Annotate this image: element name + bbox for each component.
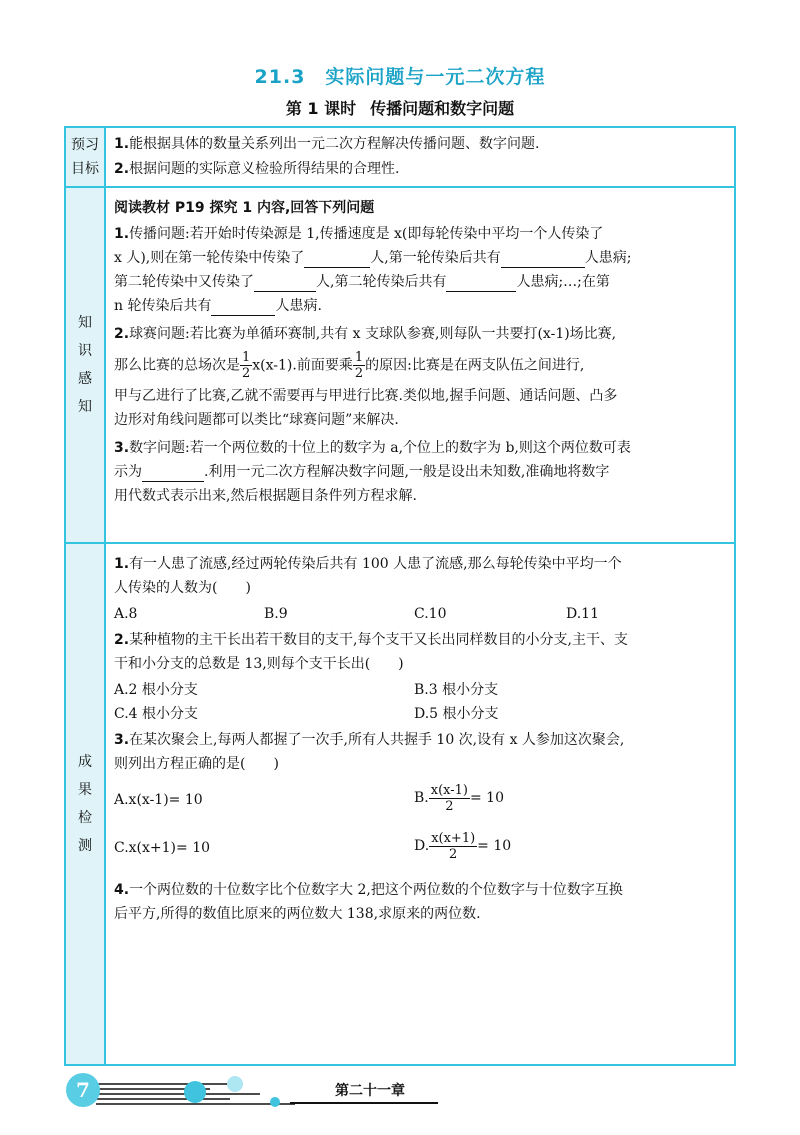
knowledge-line: 3.数字问题:若一个两位数的十位上的数字为 a,个位上的数字为 b,则这个两位数可表 — [114, 440, 631, 456]
answer-blank[interactable] — [304, 251, 370, 268]
knowledge-line: n 轮传染后共有 人患病. — [114, 298, 322, 314]
fraction: $\frac{1}{2}$ — [354, 350, 364, 381]
answer-blank[interactable] — [501, 251, 585, 268]
question-2-cont: 干和小分支的总数是 13,则每个支干长出( ) — [114, 656, 404, 672]
knowledge-line: 边形对角线问题都可以类比“球赛问题”来解决. — [114, 412, 399, 428]
option-c[interactable]: C.10 — [414, 606, 447, 622]
knowledge-line: 示为 .利用一元二次方程解决数字问题,一般是设出未知数,准确地将数字 — [114, 464, 610, 480]
goals-label-bottom: 目标 — [71, 161, 99, 177]
option-a[interactable]: A.2 根小分支 — [114, 682, 198, 698]
answer-blank[interactable] — [142, 465, 204, 482]
knowledge-content — [106, 188, 734, 542]
check-row — [66, 544, 734, 1064]
goals-label — [66, 128, 106, 186]
option-d[interactable]: D.5 根小分支 — [414, 706, 499, 722]
option-b[interactable]: B. $\frac{x(x-1)}{2}$ = 10 — [414, 782, 504, 814]
goals-content — [106, 128, 734, 186]
question-3-cont: 则列出方程正确的是( ) — [114, 756, 279, 772]
knowledge-line: 那么比赛的总场次是 $\frac{1}{2}$ x(x-1).前面要乘 $\frac{1}{2}$ 的原因:比赛是在两支队伍之间进行, — [114, 350, 585, 381]
knowledge-line: 第二轮传染中又传染了 人,第二轮传染后共有 人患病;…;在第 — [114, 274, 610, 290]
page-number: 7 — [66, 1073, 100, 1107]
goal-item: 2.根据问题的实际意义检验所得结果的合理性. — [114, 161, 400, 177]
fraction: $\frac{1}{2}$ — [242, 350, 251, 381]
knowledge-line: 甲与乙进行了比赛,乙就不需要再与甲进行比赛.类似地,握手问题、通话问题、凸多 — [114, 388, 618, 404]
lesson-subtitle — [0, 96, 800, 119]
goals-row — [66, 128, 734, 188]
fraction: $\frac{x(x-1)}{2}$ — [430, 782, 468, 814]
knowledge-line: 2.球赛问题:若比赛为单循环赛制,共有 x 支球队参赛,则每队一共要打(x-1)场比赛, — [114, 326, 617, 342]
question-1-cont: 人传染的人数为( ) — [114, 580, 251, 596]
knowledge-line: x 人),则在第一轮传染中传染了 人,第一轮传染后共有 人患病; — [114, 250, 632, 266]
knowledge-label: 知 识 感 知 — [66, 188, 106, 542]
question-3: 3.在某次聚会上,每两人都握了一次手,所有人共握手 10 次,设有 x 人参加这次聚会, — [114, 732, 625, 748]
fraction: $\frac{x(x+1)}{2}$ — [431, 830, 476, 862]
check-label: 成 果 检 测 — [66, 544, 106, 1064]
check-content — [106, 544, 734, 1064]
option-d[interactable]: D. $\frac{x(x+1)}{2}$ = 10 — [414, 830, 512, 862]
question-4-cont: 后平方,所得的数值比原来的两位数大 138,求原来的两位数. — [114, 906, 481, 922]
knowledge-row — [66, 188, 734, 544]
question-1: 1.有一人患了流感,经过两轮传染后共有 100 人患了流感,那么每轮传染中平均一个 — [114, 556, 622, 572]
option-c[interactable]: C.4 根小分支 — [114, 706, 199, 722]
option-a[interactable]: A.8 — [114, 606, 138, 622]
question-2: 2.某种植物的主干长出若干数目的支干,每个支干又长出同样数目的小分支,主干、支 — [114, 632, 628, 648]
option-b[interactable]: B.3 根小分支 — [414, 682, 499, 698]
option-a[interactable]: A.x(x-1)= 10 — [114, 792, 203, 808]
goals-label-top: 预习 — [71, 137, 99, 153]
goal-item: 1.能根据具体的数量关系列出一元二次方程解决传播问题、数字问题. — [114, 136, 540, 152]
option-b[interactable]: B.9 — [264, 606, 288, 622]
chapter-label: 第二十一章 — [335, 1083, 405, 1099]
footer-rule — [290, 1102, 438, 1104]
knowledge-heading: 阅读教材 P19 探究 1 内容,回答下列问题 — [114, 200, 375, 216]
answer-blank[interactable] — [211, 299, 275, 316]
answer-blank[interactable] — [254, 275, 316, 292]
lesson-number: 第 1 课时 — [285, 99, 357, 118]
worksheet-table — [64, 126, 736, 1066]
option-d[interactable]: D.11 — [566, 606, 599, 622]
lesson-topic: 传播问题和数字问题 — [370, 99, 515, 118]
knowledge-line: 用代数式表示出来,然后根据题目条件列方程求解. — [114, 488, 417, 504]
knowledge-line: 1.传播问题:若开始时传染源是 1,传播速度是 x(即每轮传染中平均一个人传染了 — [114, 226, 604, 242]
section-title: 21.3 实际问题与一元二次方程 — [254, 66, 546, 88]
answer-blank[interactable] — [446, 275, 516, 292]
option-c[interactable]: C.x(x+1)= 10 — [114, 840, 211, 856]
question-4: 4.一个两位数的十位数字比个位数字大 2,把这个两位数的个位数字与十位数字互换 — [114, 882, 623, 898]
